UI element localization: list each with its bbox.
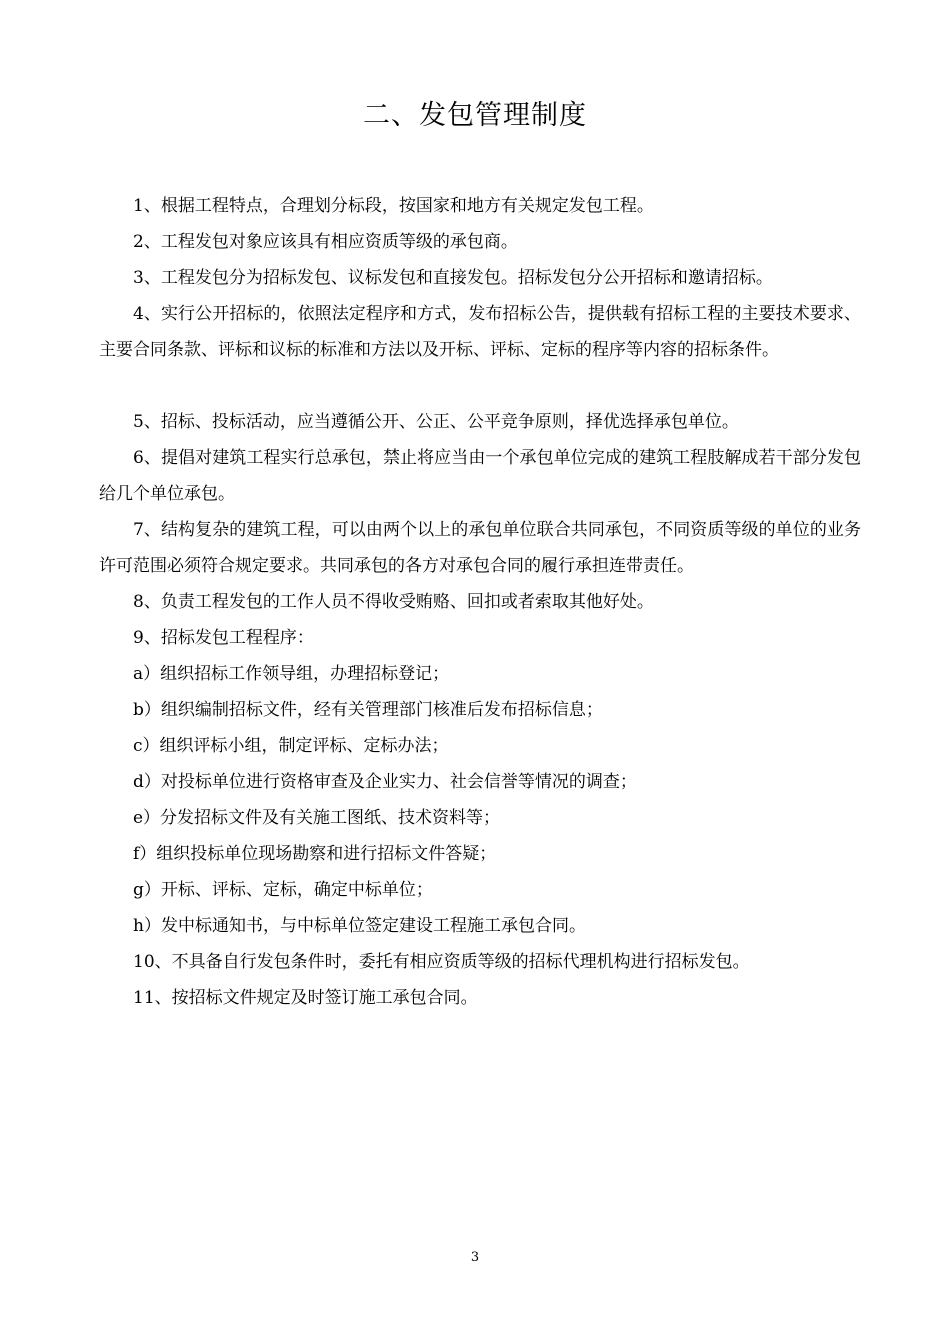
list-item-a: a）组织招标工作领导组，办理招标登记； bbox=[133, 664, 450, 684]
list-item-c: c）组织评标小组，制定评标、定标办法； bbox=[133, 736, 449, 756]
paragraph-3: 3、工程发包分为招标发包、议标发包和直接发包。招标发包分公开招标和邀请招标。 bbox=[133, 268, 773, 288]
page-number: 3 bbox=[470, 1250, 480, 1265]
paragraph-1: 1、根据工程特点，合理划分标段，按国家和地方有关规定发包工程。 bbox=[133, 196, 654, 216]
paragraph-2: 2、工程发包对象应该具有相应资质等级的承包商。 bbox=[133, 232, 518, 252]
paragraph-10: 10、不具备自行发包条件时，委托有相应资质等级的招标代理机构进行招标发包。 bbox=[133, 952, 750, 972]
list-item-f: f）组织投标单位现场勘察和进行招标文件答疑； bbox=[133, 844, 497, 864]
paragraph-5: 5、招标、投标活动，应当遵循公开、公正、公平竞争原则，择优选择承包单位。 bbox=[133, 412, 739, 432]
document-body bbox=[99, 188, 861, 1016]
paragraph-4: 4、实行公开招标的，依照法定程序和方式，发布招标公告，提供载有招标工程的主要技术要求、主要合同条款、评标和议标的标准和方法以及开标、评标、定标的程序等内容的招标条件。 bbox=[99, 304, 861, 360]
paragraph-7: 7、结构复杂的建筑工程，可以由两个以上的承包单位联合共同承包，不同资质等级的单位的业务许可范围必须符合规定要求。共同承包的各方对承包合同的履行承担连带责任。 bbox=[99, 520, 861, 576]
list-item-d: d）对投标单位进行资格审查及企业实力、社会信誉等情况的调查； bbox=[133, 772, 637, 792]
list-item-h: h）发中标通知书，与中标单位签定建设工程施工承包合同。 bbox=[133, 916, 586, 936]
list-item-e: e）分发招标文件及有关施工图纸、技术资料等； bbox=[133, 808, 501, 828]
list-item-g: g）开标、评标、定标，确定中标单位； bbox=[133, 880, 433, 900]
paragraph-6: 6、提倡对建筑工程实行总承包，禁止将应当由一个承包单位完成的建筑工程肢解成若干部分发包给几个单位承包。 bbox=[99, 448, 861, 504]
paragraph-9: 9、招标发包工程程序： bbox=[133, 628, 314, 648]
document-title: 二、发包管理制度 bbox=[363, 100, 587, 131]
paragraph-11: 11、按招标文件规定及时签订施工承包合同。 bbox=[133, 988, 478, 1008]
paragraph-8: 8、负责工程发包的工作人员不得收受贿赂、回扣或者索取其他好处。 bbox=[133, 592, 654, 612]
list-item-b: b）组织编制招标文件，经有关管理部门核准后发布招标信息； bbox=[133, 700, 603, 720]
